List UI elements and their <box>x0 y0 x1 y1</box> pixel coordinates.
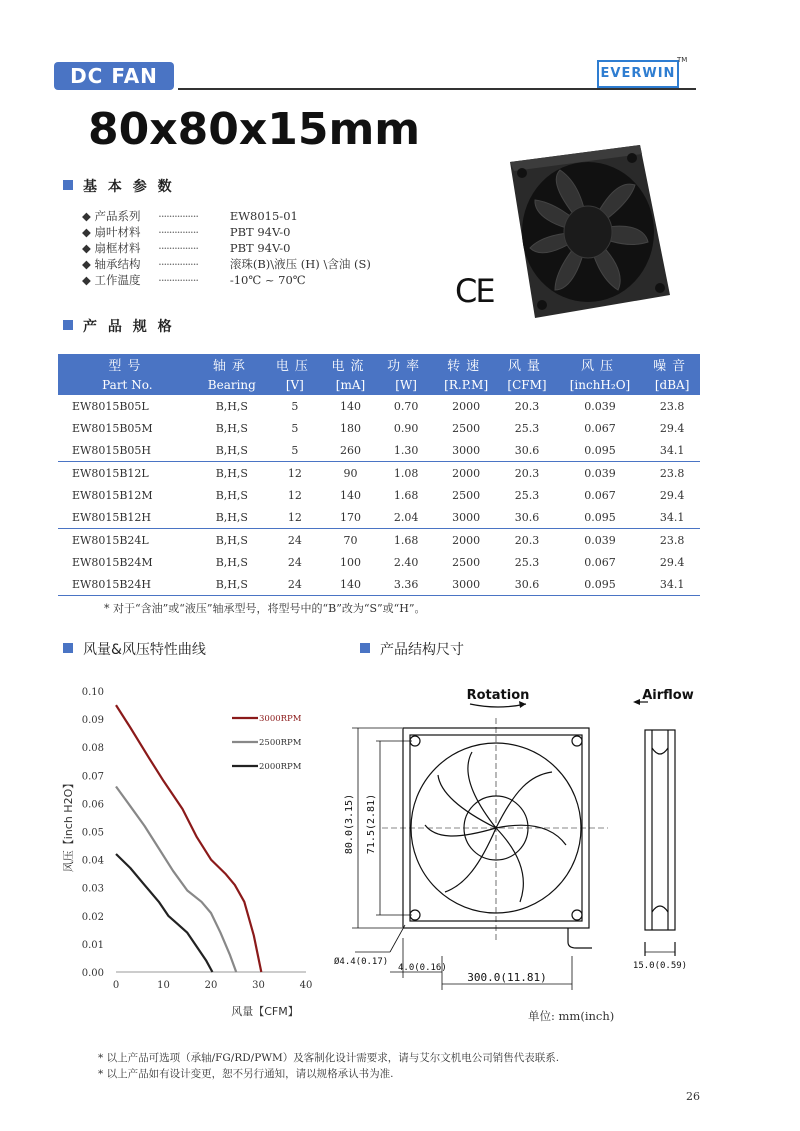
x-tick-label: 0 <box>112 980 120 991</box>
table-row <box>58 462 700 485</box>
param-dots: ··············· <box>158 273 199 287</box>
bullet-icon: ◆ <box>82 257 91 271</box>
x-tick-label: 40 <box>299 980 313 991</box>
table-cell: 34.1 <box>659 443 685 457</box>
table-cell: B,H,S <box>215 421 248 435</box>
table-cell: 100 <box>339 555 361 569</box>
table-cell: 23.8 <box>644 529 700 552</box>
col-header: 轴承 <box>197 354 267 375</box>
col-unit: Part No. <box>58 375 197 395</box>
y-tick-label: 0.03 <box>81 883 104 895</box>
table-cell: 29.4 <box>659 555 685 569</box>
dim-height: 80.0(3.15) <box>344 793 355 855</box>
legend-label: 2500RPM <box>259 738 302 748</box>
table-cell: 1.68 <box>378 529 434 552</box>
ce-mark: CE <box>455 272 494 310</box>
table-cell: 0.067 <box>584 488 616 502</box>
table-cell: 2500 <box>452 488 481 502</box>
param-row <box>82 208 298 224</box>
x-axis-label: 风量【CFM】 <box>231 1005 299 1018</box>
col-header: 型号 <box>58 354 197 375</box>
table-cell: 0.039 <box>556 529 645 552</box>
table-cell: 24 <box>287 555 302 569</box>
col-unit: [W] <box>378 375 434 395</box>
brand-logo: EVERWIN <box>597 60 679 88</box>
footer-note: * 以上产品可选项（承轴/FG/RD/PWM）及客制化设计需要求，请与艾尔文机电公司销售代表联系. <box>98 1052 560 1064</box>
table-cell: B,H,S <box>197 462 267 485</box>
table-cell: 12 <box>287 488 302 502</box>
table-cell: 25.3 <box>514 488 540 502</box>
table-cell: 12 <box>267 462 323 485</box>
spec-table <box>58 354 700 596</box>
table-cell: EW8015B24H <box>58 573 197 596</box>
col-unit: [V] <box>267 375 323 395</box>
page-number: 26 <box>686 1090 700 1103</box>
table-row <box>58 395 700 417</box>
param-value: -10℃ ~ 70℃ <box>229 273 306 287</box>
dim-hole-diameter: Ø4.4(0.17) <box>334 957 389 967</box>
param-value: EW8015-01 <box>229 209 298 223</box>
dimension-drawing <box>330 680 710 1010</box>
table-cell: B,H,S <box>215 555 248 569</box>
col-header: 电压 <box>267 354 323 375</box>
table-cell: 0.039 <box>556 462 645 485</box>
param-row <box>82 224 290 240</box>
table-cell: 260 <box>339 443 361 457</box>
airflow-arrow-icon <box>633 699 640 705</box>
param-label: 工作温度 <box>94 273 141 287</box>
dim-wire-length: 300.0(11.81) <box>467 971 547 984</box>
spec-note: * 对于“含油”或“液压”轴承型号，将型号中的“B”改为“S”或“H”。 <box>104 602 426 615</box>
col-unit: [dBA] <box>644 375 700 395</box>
y-tick-label: 0.05 <box>81 827 104 839</box>
table-cell: EW8015B05L <box>72 399 149 413</box>
fan-side-view <box>645 730 675 956</box>
table-cell: 140 <box>323 573 379 596</box>
table-row <box>58 506 700 529</box>
table-cell: 140 <box>339 488 361 502</box>
param-value: PBT 94V-0 <box>229 241 291 255</box>
table-cell: 34.1 <box>644 573 700 596</box>
table-row <box>58 551 700 573</box>
category-badge: DC FAN <box>54 62 174 90</box>
table-cell: 2.40 <box>393 555 419 569</box>
y-tick-label: 0.08 <box>81 743 104 755</box>
table-cell: 34.1 <box>659 510 685 524</box>
table-cell: 0.095 <box>584 510 616 524</box>
param-label: 产品系列 <box>94 209 141 223</box>
table-cell: EW8015B12H <box>72 510 152 524</box>
table-row <box>58 417 700 439</box>
table-cell: B,H,S <box>215 488 248 502</box>
table-cell: 3000 <box>452 510 481 524</box>
section-marker <box>360 643 370 653</box>
col-unit: [mA] <box>323 375 379 395</box>
table-cell: 2500 <box>452 421 481 435</box>
table-cell: 2500 <box>452 555 481 569</box>
rotation-label: Rotation <box>466 688 530 703</box>
table-cell: B,H,S <box>215 443 248 457</box>
unit-note: 单位: mm(inch) <box>528 1009 615 1023</box>
param-dots: ··············· <box>158 209 199 223</box>
param-row <box>82 240 290 256</box>
table-cell: 3000 <box>452 443 481 457</box>
table-cell: 29.4 <box>659 421 685 435</box>
series-line-2500RPM <box>116 787 236 973</box>
param-dots: ··············· <box>158 225 199 239</box>
table-cell: 0.095 <box>556 573 645 596</box>
table-cell: 3000 <box>434 573 498 596</box>
table-cell: 2000 <box>452 399 481 413</box>
structure-heading: 产品结构尺寸 <box>380 642 464 658</box>
param-label: 扇框材料 <box>94 241 141 255</box>
table-cell: 140 <box>339 399 361 413</box>
table-cell: EW8015B05H <box>72 443 152 457</box>
param-value: 滚珠(B)\液压 (H) \含油 (S) <box>229 257 371 271</box>
footer-note: * 以上产品如有设计变更，恕不另行通知，请以规格承认书为准. <box>98 1068 394 1080</box>
col-unit: [inchH₂O] <box>556 375 645 395</box>
y-tick-label: 0.09 <box>81 715 104 727</box>
col-unit: [R.P.M] <box>434 375 498 395</box>
param-label: 轴承结构 <box>94 257 141 271</box>
col-header: 风量 <box>498 354 555 375</box>
table-cell: 30.6 <box>498 573 555 596</box>
airflow-label: Airflow <box>642 688 694 703</box>
param-value: PBT 94V-0 <box>229 225 291 239</box>
basic-heading: 基 本 参 数 <box>83 179 175 195</box>
table-cell: 30.6 <box>514 443 540 457</box>
col-header: 转速 <box>434 354 498 375</box>
col-header: 功率 <box>378 354 434 375</box>
table-cell: B,H,S <box>197 529 267 552</box>
bullet-icon: ◆ <box>82 209 91 223</box>
y-tick-label: 0.07 <box>81 771 104 783</box>
table-cell: 90 <box>323 462 379 485</box>
y-tick-label: 0.02 <box>81 911 104 923</box>
dim-hole-spacing: 71.5(2.81) <box>366 793 377 855</box>
fan-front-view <box>382 718 608 948</box>
table-cell: 5 <box>291 421 299 435</box>
table-cell: EW8015B05M <box>72 421 153 435</box>
y-tick-label: 0.00 <box>81 968 104 979</box>
y-tick-label: 0.04 <box>81 855 104 867</box>
table-cell: 0.067 <box>584 555 616 569</box>
table-row <box>58 529 700 552</box>
col-unit: [CFM] <box>498 375 555 395</box>
col-header: 电流 <box>323 354 379 375</box>
table-cell: 0.90 <box>393 421 419 435</box>
fan-photo <box>490 140 680 325</box>
table-cell: 23.8 <box>659 399 685 413</box>
table-cell: 1.08 <box>378 462 434 485</box>
table-cell: 20.3 <box>514 399 540 413</box>
table-cell: 170 <box>339 510 361 524</box>
legend-label: 3000RPM <box>259 714 302 724</box>
table-row <box>58 439 700 462</box>
table-cell: 23.8 <box>644 462 700 485</box>
x-tick-label: 30 <box>252 980 265 991</box>
table-cell: B,H,S <box>215 510 248 524</box>
table-cell: 29.4 <box>659 488 685 502</box>
table-row <box>58 484 700 506</box>
table-cell: 5 <box>291 399 299 413</box>
x-tick-label: 20 <box>204 980 218 991</box>
table-cell: EW8015B12M <box>72 488 153 502</box>
param-row <box>82 256 371 272</box>
table-cell: 1.68 <box>393 488 419 502</box>
section-marker <box>63 320 73 330</box>
x-tick-label: 10 <box>157 980 170 991</box>
table-cell: 3.36 <box>378 573 434 596</box>
table-cell: 1.30 <box>393 443 419 457</box>
series-line-2000RPM <box>116 854 212 972</box>
table-cell: 5 <box>291 443 299 457</box>
bullet-icon: ◆ <box>82 225 91 239</box>
table-cell: 30.6 <box>514 510 540 524</box>
header-rule <box>178 88 696 90</box>
table-cell: 2000 <box>434 462 498 485</box>
pq-chart <box>60 675 330 1025</box>
curve-heading: 风量&风压特性曲线 <box>83 642 206 658</box>
table-row <box>58 573 700 596</box>
spec-heading: 产 品 规 格 <box>83 319 175 335</box>
page-title: 80x80x15mm <box>88 104 421 155</box>
y-axis-label: 风压【inch H2O】 <box>62 777 75 873</box>
table-cell: B,H,S <box>197 573 267 596</box>
series-line-3000RPM <box>116 705 261 972</box>
bullet-icon: ◆ <box>82 273 91 287</box>
legend-label: 2000RPM <box>259 762 302 772</box>
table-cell: EW8015B24M <box>72 555 153 569</box>
param-row <box>82 272 306 288</box>
table-cell: B,H,S <box>215 399 248 413</box>
table-cell: 0.70 <box>393 399 419 413</box>
param-dots: ··············· <box>158 257 199 271</box>
col-header: 噪音 <box>644 354 700 375</box>
rotation-arrow-icon <box>470 704 526 707</box>
table-cell: 12 <box>287 510 302 524</box>
table-cell: 0.039 <box>584 399 616 413</box>
table-cell: 25.3 <box>514 421 540 435</box>
table-cell: 0.095 <box>584 443 616 457</box>
section-marker <box>63 643 73 653</box>
col-header: 风压 <box>556 354 645 375</box>
table-cell: 0.067 <box>584 421 616 435</box>
table-cell: 2000 <box>434 529 498 552</box>
y-tick-label: 0.10 <box>81 687 104 698</box>
table-cell: 2.04 <box>393 510 419 524</box>
param-label: 扇叶材料 <box>94 225 141 239</box>
dim-thickness: 15.0(0.59) <box>632 961 688 971</box>
table-cell: 20.3 <box>498 529 555 552</box>
col-unit: Bearing <box>197 375 267 395</box>
table-cell: 24 <box>267 529 323 552</box>
trademark-mark: TM <box>677 56 688 64</box>
dim-wire-offset: 4.0(0.16) <box>398 963 447 973</box>
table-cell: 20.3 <box>498 462 555 485</box>
table-cell: EW8015B12L <box>58 462 197 485</box>
table-cell: EW8015B24L <box>58 529 197 552</box>
y-tick-label: 0.01 <box>81 939 104 951</box>
bullet-icon: ◆ <box>82 241 91 255</box>
section-marker <box>63 180 73 190</box>
table-cell: 70 <box>323 529 379 552</box>
param-dots: ··············· <box>158 241 199 255</box>
table-cell: 24 <box>267 573 323 596</box>
table-cell: 25.3 <box>514 555 540 569</box>
y-tick-label: 0.06 <box>81 799 104 811</box>
table-cell: 180 <box>339 421 361 435</box>
